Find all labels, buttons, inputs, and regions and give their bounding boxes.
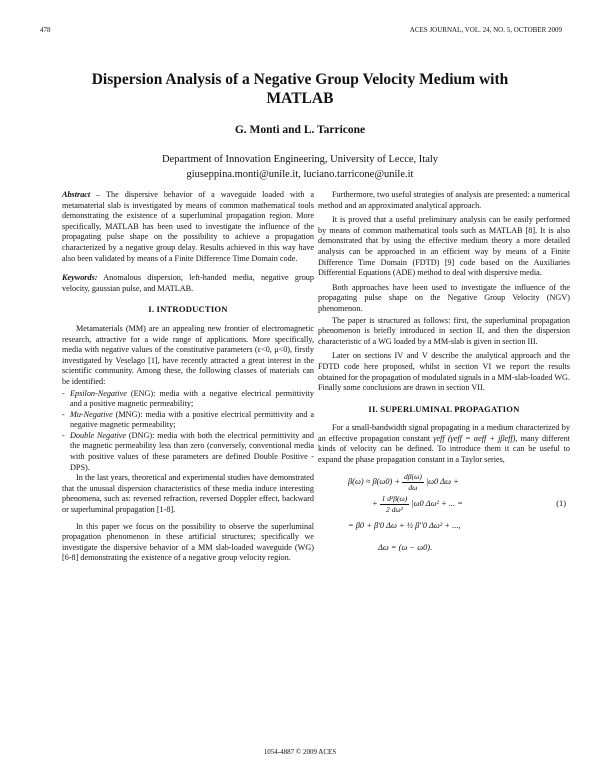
abstract — [62, 190, 314, 264]
class-desc: (DNG): media with both the electrical permittivity and the magnetic permeability less than zero (conversely, conventional media with positive values of these parameters are defined Double Positive -DPS). — [70, 430, 314, 472]
eq-term: + — [372, 499, 378, 509]
emails: giuseppina.monti@unile.it, luciano.tarricone@unile.it — [186, 169, 414, 180]
eq-num: dβ(ω) — [402, 472, 424, 484]
eq-line-4 — [348, 538, 570, 560]
right-paragraph-3: Both approaches have been used to investigate the influence of the propagating pulse shape on the Negative Group Velocity (NGV) phenomenon. — [318, 282, 570, 313]
right-paragraph-4: The paper is structured as follows: first, the superluminal propagation phenomenon is briefly introduced in section II, and then the dispersion characteristic of a WG loaded by a MM-slab is given in section III. — [318, 315, 570, 346]
eq-line-1 — [348, 472, 570, 494]
material-classes-list — [62, 389, 314, 474]
section2-paragraph — [318, 423, 570, 465]
footer-copyright: 1054-4887 © 2009 ACES — [263, 748, 337, 756]
class-name: Mu-Negative — [70, 409, 113, 419]
eq-fraction — [380, 494, 410, 516]
list-item — [62, 410, 314, 431]
authors: G. Monti and L. Tarricone — [234, 124, 366, 136]
eq-num: 1 d²β(ω) — [380, 494, 410, 506]
list-item — [62, 431, 314, 473]
intro-paragraph-2: In the last years, theoretical and experimental studies have demonstrated that the unusual dispersion characteristics of these media induce interesting phenomena, such as: reversed refraction, reversed Doppler effect, backward or superluminal propagation [1-8]. — [62, 473, 314, 515]
intro-paragraph-3: In this paper we focus on the possibility to observe the superluminal propagation phenomenon in these artificial structures; specifically we investigate the dispersive behavior of a MM slab-loaded waveguide (WG) [6-8] demonstrating the existence of a negative group velocity region. — [62, 521, 314, 563]
list-item — [62, 389, 314, 410]
s2-text-a: For a small-bandwidth signal propagating in a medium characterized by an effective propagation constant — [318, 423, 570, 443]
eq-den: dω — [408, 483, 418, 493]
class-desc: (ENG): media with a negative electrical permittivity and a positive magnetic permeability; — [70, 388, 314, 409]
eq-term: β(ω) ≈ β(ω0) + — [348, 477, 401, 487]
s2-text-b: , many different kinds of velocity can be defined. To introduce them it can be useful to expand the phase propagation constant in a Taylor series, — [318, 433, 571, 465]
section-heading-superluminal: II. SUPERLUMINAL PROPAGATION — [368, 403, 520, 414]
abstract-label: Abstract — [62, 190, 91, 199]
department: Department of Innovation Engineering, University of Lecce, Italy — [161, 154, 439, 165]
class-name: Epsilon-Negative — [70, 388, 127, 398]
intro-paragraph-1: Metamaterials (MM) are an appealing new frontier of electromagnetic research, attractive for a wide range of applications. More specifically, media with negative values of the constitutive parameters (ε<0, μ<0), firstly investigated by Veselago [1], have recently attracted a great interest in the scientific community. Among these, the following classes of materials can be identified: — [62, 323, 314, 386]
eq-term: Δω = (ω − ω0). — [378, 543, 433, 553]
keywords-text: Anomalous dispersion, left-handed media, negative group velocity, gaussian pulse, and MATLAB. — [62, 273, 314, 293]
equation-1 — [318, 472, 570, 560]
affiliation — [0, 152, 600, 182]
eq-den: 2 dω² — [386, 505, 403, 515]
abstract-text: – The dispersive behavior of a waveguide loaded with a metamaterial slab is investigated by means of common mathematical tools demonstrating the existence of a superluminal propagation region. More specifically, MATLAB has been used to investigate the influence of the propagating pulse shape on the possibility to achieve a propagation characterized by a negative group delay. Results achieved in this way have also been validated by means of a Finite Difference Time Domain code. — [62, 190, 314, 263]
class-desc: (MNG): media with a positive electrical permittivity and a negative magnetic permeability; — [70, 409, 314, 430]
eq-line-3 — [348, 516, 570, 538]
eq-term: |ω0 Δω + — [425, 477, 459, 487]
right-paragraph-1: Furthermore, two useful strategies of analysis are presented: a numerical method and an approximated analytical approach. — [318, 190, 570, 210]
page-number: 478 — [40, 26, 51, 34]
keywords — [62, 273, 314, 294]
equation-number: (1) — [556, 499, 566, 509]
class-name: Double Negative — [70, 430, 127, 440]
paper-title: Dispersion Analysis of a Negative Group Velocity Medium with MATLAB — [91, 71, 509, 107]
eq-fraction — [402, 472, 424, 494]
eq-line-2 — [348, 494, 570, 516]
eq-term: |ω0 Δω² + ... = — [411, 499, 463, 509]
right-column — [318, 190, 570, 566]
left-column — [62, 190, 314, 565]
right-paragraph-2: It is proved that a useful preliminary analysis can be easily performed by means of common mathematical tools such as MATLAB [8]. It is also demonstrated that by using the effective medium theory a more detailed analysis can be approached in an efficient way by means of a Finite Difference Time Domain (FDTD) [9] code based on the Auxiliaries Differential Equations (ADE) method to deal with dispersive media. — [318, 215, 570, 278]
journal-header: ACES JOURNAL, VOL. 24, NO. 5, OCTOBER 2009 — [409, 26, 562, 34]
right-paragraph-5: Later on sections IV and V describe the analytical approach and the FDTD code here proposed, whilst in section VI we report the results obtained for the propagation of modulated signals in a MM-slab-loaded WG. Finally some conclusions are drawn in section VII. — [318, 351, 571, 393]
keywords-label: Keywords: — [62, 273, 98, 283]
gamma-eff-math: γeff (γeff = αeff + jβeff) — [433, 433, 516, 443]
eq-term: = β0 + β'0 Δω + ½ β''0 Δω² + ..., — [348, 521, 461, 531]
section-heading-introduction: I. INTRODUCTION — [148, 304, 228, 315]
